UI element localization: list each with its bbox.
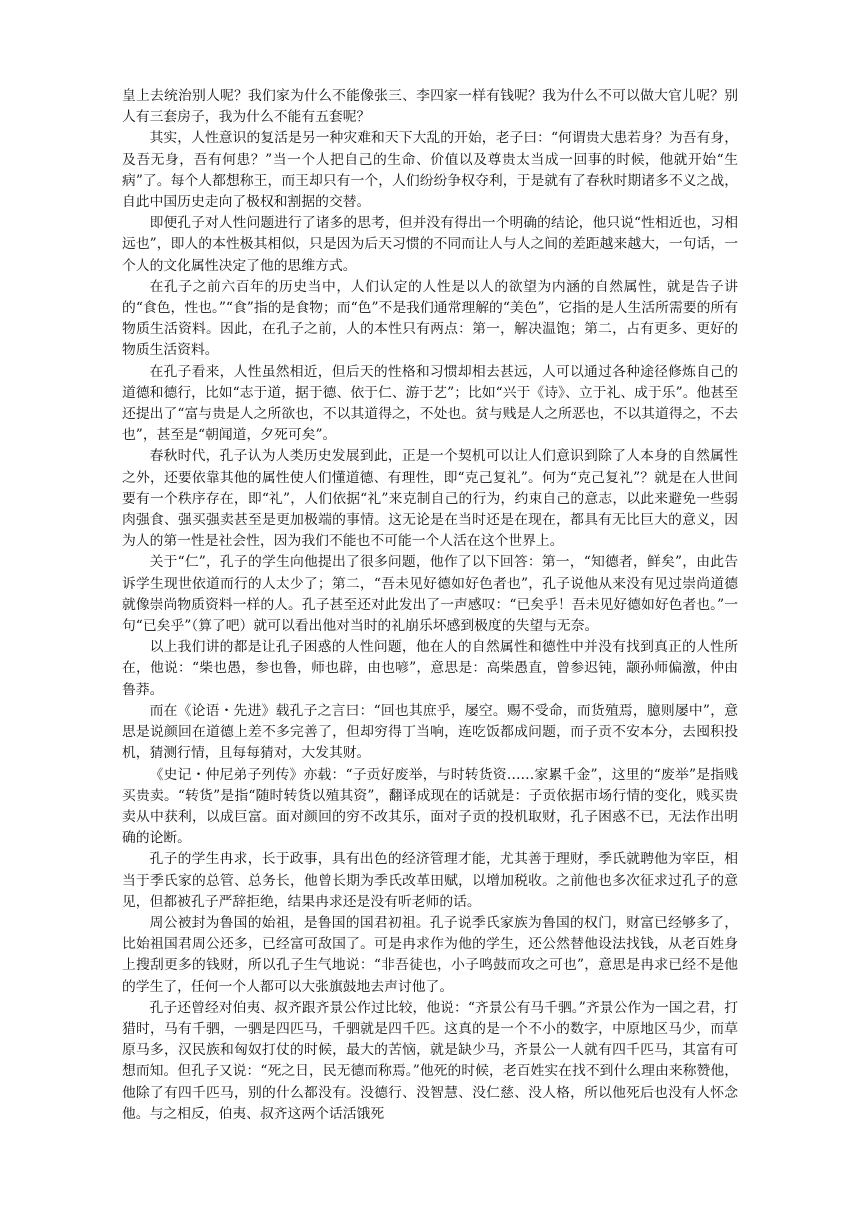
paragraph-7: 关于“仁”，孔子的学生向他提出了很多问题，他作了以下回答：第一，“知德者，鲜矣”，由此告诉学生现世依道而行的人太少了；第二，“吾未见好德如好色者也”，孔子说他从来没有见过崇尚道德就像崇尚物质资料一样的人。孔子甚至还对此发出了一声感叹：“已矣乎！吾未见好德如好色者也。”一句“已矣乎”（算了吧）就可以看出他对当时的礼崩乐坏感到极度的失望与无奈。 (122, 554, 738, 635)
paragraph-2: 其实，人性意识的复活是另一种灾难和天下大乱的开始，老子曰：“何谓贵大患若身？为吾有身，及吾无身，吾有何患？”当一个人把自己的生命、价值以及尊贵太当成一回事的时候，他就开始“生病”了。每个人都想称王，而王却只有一个，人们纷纷争权夺利，于是就有了春秋时期诸多不义之战，自此中国历史走向了极权和割据的交替。 (122, 130, 738, 211)
paragraph-5: 在孔子看来，人性虽然相近，但后天的性格和习惯却相去甚远，人可以通过各种途径修炼自己的道德和德行，比如“志于道，据于德、依于仁、游于艺”；比如“兴于《诗》、立于礼、成于乐”。他甚至还提出了“富与贵是人之所欲也，不以其道得之，不处也。贫与贱是人之所恶也，不以其道得之，不去也”，甚至是“朝闻道，夕死可矣”。 (122, 363, 738, 444)
paragraph-10: 《史记・仲尼弟子列传》亦载：“子贡好废举，与时转货资……家累千金”，这里的“废举”是指贱买贵卖。“转货”是指“随时转货以殖其资”，翻译成现在的话就是：子贡依据市场行情的变化，贱买贵卖从中获利，以成巨富。面对颜回的穷不改其乐，面对子贡的投机取财，孔子困惑不已，无法作出明确的论断。 (122, 766, 738, 847)
paragraph-11: 孔子的学生冉求，长于政事，具有出色的经济管理才能，尤其善于理财，季氏就聘他为宰臣，相当于季氏家的总管、总务长，他曾长期为季氏改革田赋，以增加税收。之前他也多次征求过孔子的意见，但都被孔子严辞拒绝，结果冉求还是没有听老师的话。 (122, 851, 738, 910)
paragraph-4: 在孔子之前六百年的历史当中，人们认定的人性是以人的欲望为内涵的自然属性，就是告子讲的“食色，性也。”“食”指的是食物；而“色”不是我们通常理解的“美色”，它指的是人生活所需要的所有物质生活资料。因此，在孔子之前，人的本性只有两点：第一，解决温饱；第二，占有更多、更好的物质生活资料。 (122, 278, 738, 359)
document-page (122, 86, 738, 1125)
paragraph-13: 孔子还曾经对伯夷、叔齐跟齐景公作过比较，他说：“齐景公有马千驷。”齐景公作为一国之君，打猎时，马有千驷，一驷是四匹马，千驷就是四千匹。这真的是一个不小的数字，中原地区马少，而草原马多，汉民族和匈奴打仗的时候，最大的苦恼，就是缺少马，齐景公一人就有四千匹马，其富有可想而知。但孔子又说：“死之日，民无德而称焉。”他死的时候，老百姓实在找不到什么理由来称赞他，他除了有四千匹马，别的什么都没有。没德行、没智慧、没仁慈、没人格，所以他死后也没有人怀念他。与之相反，伯夷、叔齐这两个话活饿死 (122, 999, 738, 1122)
paragraph-9: 而在《论语・先进》载孔子之言曰：“回也其庶乎，屡空。赐不受命，而货殖焉，臆则屡中”，意思是说颜回在道德上差不多完善了，但却穷得丁当响，连吃饭都成问题，而子贡不安本分，去囤积投机，猜测行情，且每每猜对，大发其财。 (122, 702, 738, 762)
paragraph-3: 即便孔子对人性问题进行了诸多的思考，但并没有得出一个明确的结论，他只说“性相近也，习相远也”，即人的本性极其相似，只是因为后天习惯的不同而让人与人之间的差距越来越大，一句话，一个人的文化属性决定了他的思维方式。 (122, 215, 738, 274)
paragraph-6: 春秋时代，孔子认为人类历史发展到此，正是一个契机可以让人们意识到除了人本身的自然属性之外，还要依靠其他的属性使人们懂道德、有理性，即“克己复礼”。何为“克己复礼”？就是在人世间要有一个秩序存在，即“礼”，人们依据“礼”来克制自己的行为，约束自己的意志，以此来避免一些弱肉强食、强买强卖甚至是更加极端的事情。这无论是在当时还是在现在，都具有无比巨大的意义，因为人的第一性是社会性，因为我们不能也不可能一个人活在这个世界上。 (122, 448, 738, 550)
paragraph-1: 皇上去统治别人呢？我们家为什么不能像张三、李四家一样有钱呢？我为什么不可以做大官儿呢？别人有三套房子，我为什么不能有五套呢？ (122, 88, 738, 126)
paragraph-8: 以上我们讲的都是让孔子困惑的人性问题，他在人的自然属性和德性中并没有找到真正的人性所在，他说：“柴也愚，参也鲁，师也辟，由也喭”，意思是：高柴愚直，曾参迟钝，颛孙师偏激，仲由鲁莽。 (122, 639, 738, 698)
paragraph-12: 周公被封为鲁国的始祖，是鲁国的国君初祖。孔子说季氏家族为鲁国的权门，财富已经够多了，比始祖国君周公还多，已经富可敌国了。可是冉求作为他的学生，还公然替他设法找钱，从老百姓身上搜刮更多的钱财，所以孔子生气地说：“非吾徒也，小子鸣鼓而攻之可也”，意思是冉求已经不是他的学生了，任何一个人都可以大张旗鼓地去声讨他了。 (122, 914, 738, 995)
